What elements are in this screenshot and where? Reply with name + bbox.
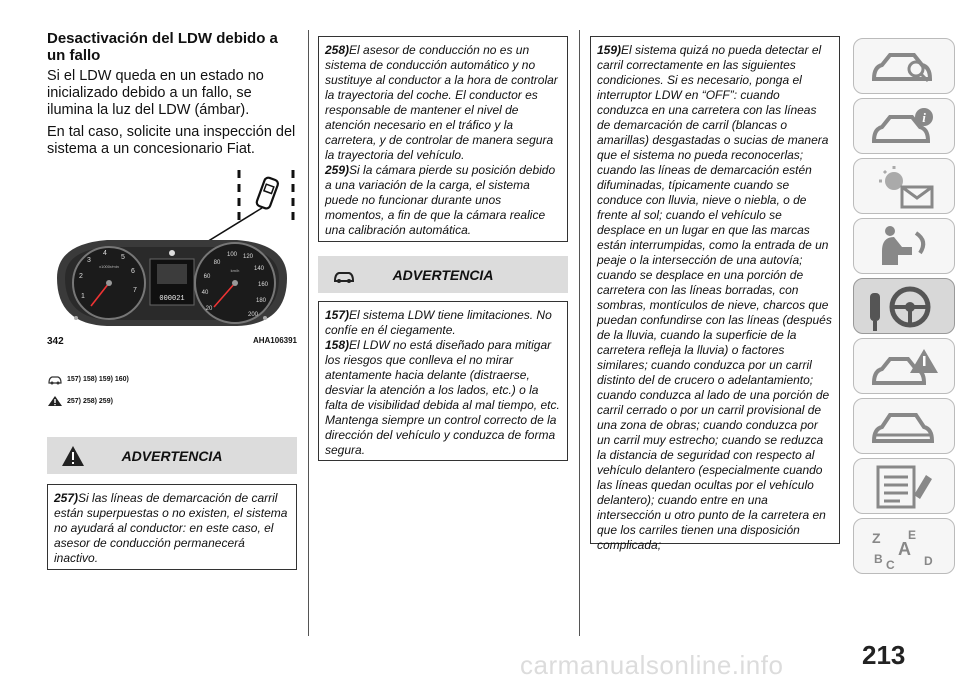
svg-text:D: D xyxy=(924,554,933,568)
paragraph-1: Si el LDW queda en un estado no inicializado debido a un fallo, se ilumina la luz del LDW (ámbar). xyxy=(47,68,264,118)
svg-text:20: 20 xyxy=(205,306,213,312)
note-text: El sistema quizá no pueda detectar el carril correctamente en las siguientes condiciones. Si es necesario, ponga el interruptor LDW en “OFF”: cuando conduzca en una carretera con las líneas de demarcación de carril (blancas o amarillas) desgastadas o sucias de manera que el sistema no pueda reconocerlas; cuando las líneas de demarcación estén difuminadas, típicamente cuando se conduce con lluvia, nieve o niebla, o de frente al sol; cuando el vehículo se desplace en un lugar en que las marcas están interrumpidas, como la entrada de un peaje o la intersección de una autovía; cuando se desplace en una porción de carretera con las líneas borradas, con sombras, montículos de nieve, charcos que puedan confundirse con las líneas (después de la lluvia, cuando la superficie de la carretera refleja la lluvia) o factores similares; cuando conduzca por un carril distinto del de crucero o adelantamiento; cuando conduzca al lado de una porción de carril cerrado o por un carril provisional de una zona de obras; cuando conduzca por un carril muy estrecho; cuando se reduzca la distancia de seguridad con respecto al vehículo delantero (especialmente cuando las líneas quedan ocultas por el vehículo delantero); cuando entre en una intersección u otro punto de la carretera en que los carriles tienen una disposición complicada; xyxy=(597,43,832,552)
note-text: El asesor de conducción no es un sistema de conducción automático y no sustituye al conductor a la hora de controlar la trayectoria del coche. El conductor es responsable de mantener el nivel de atención necesario en el tráfico y la carretera, y de controlar de manera segura la trayectoria del vehículo. xyxy=(325,43,558,162)
reference-numbers-1: 157) 158) 159) 160) xyxy=(67,375,129,383)
tab-seat-airbag[interactable] xyxy=(853,218,955,274)
paragraph-2: En tal caso, solicite una inspección del sistema a un concesionario Fiat. xyxy=(47,124,296,157)
car-info-icon xyxy=(868,105,940,149)
svg-text:4: 4 xyxy=(103,250,107,257)
note-text: El LDW no está diseñado para mitigar los riesgos que conlleva el no mirar atentamente hacia delante (distraerse, desviar la atención a los lados, etc.) o la falta de visibilidad debida al mal tiempo, etc. Mantenga siempre un control correcto de la dirección del vehículo y conduzca de forma segura. xyxy=(325,338,560,457)
column-divider xyxy=(308,30,309,636)
alphabet-index-icon xyxy=(868,525,940,569)
tab-car-service[interactable] xyxy=(853,398,955,454)
note-box-258-259 xyxy=(318,36,568,242)
car-lane-warning-icon xyxy=(332,264,356,286)
svg-text:120: 120 xyxy=(242,254,254,260)
warning-header-2 xyxy=(318,256,568,293)
note-text: Si la cámara pierde su posición debido a una variación de la carga, el sistema puede no funcionar durante unos momentos, a fin de que la cámara realice una calibración automática. xyxy=(325,163,556,237)
svg-text:B: B xyxy=(874,552,883,566)
car-service-icon xyxy=(868,405,940,449)
svg-text:A: A xyxy=(898,539,911,559)
seat-airbag-icon xyxy=(868,225,940,269)
reference-row-1 xyxy=(47,373,129,385)
svg-text:180: 180 xyxy=(255,298,267,304)
svg-text:60: 60 xyxy=(203,274,211,280)
car-lane-icon xyxy=(47,373,63,385)
note-number: 257) xyxy=(54,491,79,505)
warning-triangle-icon xyxy=(61,445,85,467)
svg-text:5: 5 xyxy=(121,254,125,261)
ldw-car-icon xyxy=(256,177,279,210)
figure-code: AHA106391 xyxy=(252,336,297,345)
svg-text:140: 140 xyxy=(253,266,265,272)
svg-text:80: 80 xyxy=(213,260,221,266)
svg-text:40: 40 xyxy=(201,290,209,296)
tab-alphabet-index[interactable] xyxy=(853,518,955,574)
tab-car-warning[interactable] xyxy=(853,338,955,394)
svg-text:C: C xyxy=(886,558,895,569)
svg-text:2: 2 xyxy=(79,273,83,280)
warning-box-2 xyxy=(318,301,568,461)
warning-title-1: ADVERTENCIA xyxy=(121,447,223,464)
tab-key-steering[interactable] xyxy=(853,278,955,334)
svg-text:000021: 000021 xyxy=(159,295,185,303)
column-divider xyxy=(579,30,580,636)
note-number: 259) xyxy=(325,163,350,177)
note-text: Si las líneas de demarcación de carril están superpuestas o no existen, el sistema no ayudará al conductor: en este caso, el asesor de conducción permanecerá inactivo. xyxy=(54,491,288,565)
reference-numbers-2: 257) 258) 259) xyxy=(67,397,113,405)
note-number: 157) xyxy=(325,308,350,322)
svg-text:3: 3 xyxy=(87,257,91,264)
tab-car-search[interactable] xyxy=(853,38,955,94)
svg-text:km/h: km/h xyxy=(230,268,240,273)
svg-text:x1000r/min: x1000r/min xyxy=(99,264,119,269)
figure-caption xyxy=(47,336,297,348)
svg-text:E: E xyxy=(908,528,917,542)
tab-warning-lights[interactable] xyxy=(853,158,955,214)
warning-lights-mail-icon xyxy=(868,165,940,209)
svg-text:1: 1 xyxy=(81,293,85,300)
section-heading: Desactivación del LDW debido a un fallo xyxy=(47,30,278,64)
svg-text:200: 200 xyxy=(247,312,259,318)
svg-text:Z: Z xyxy=(872,530,881,546)
note-text: El sistema LDW tiene limitaciones. No confíe en él ciegamente. xyxy=(325,308,552,337)
note-number: 158) xyxy=(325,338,350,352)
svg-text:7: 7 xyxy=(133,287,137,294)
warning-title-2: ADVERTENCIA xyxy=(392,266,494,283)
svg-text:160: 160 xyxy=(257,282,269,288)
key-steering-wheel-icon xyxy=(868,285,940,333)
reference-row-2 xyxy=(47,395,113,407)
instrument-cluster-figure xyxy=(47,166,297,354)
note-number: 258) xyxy=(325,43,350,57)
car-warning-icon xyxy=(868,345,940,389)
warning-triangle-icon xyxy=(47,395,63,407)
note-number: 159) xyxy=(597,43,622,57)
svg-text:6: 6 xyxy=(131,268,135,275)
warning-header-1 xyxy=(47,437,297,474)
figure-number: 342 xyxy=(47,336,64,347)
tab-car-info[interactable] xyxy=(853,98,955,154)
watermark: carmanualsonline.info xyxy=(520,650,784,680)
note-box-159 xyxy=(590,36,840,552)
checklist-icon xyxy=(868,465,940,509)
page-number: 213 xyxy=(862,640,906,670)
left-column xyxy=(47,30,297,163)
warning-box-1 xyxy=(47,484,297,570)
tab-checklist[interactable] xyxy=(853,458,955,514)
svg-text:100: 100 xyxy=(226,252,238,258)
car-search-icon xyxy=(868,45,940,89)
svg-text:i: i xyxy=(922,110,926,125)
